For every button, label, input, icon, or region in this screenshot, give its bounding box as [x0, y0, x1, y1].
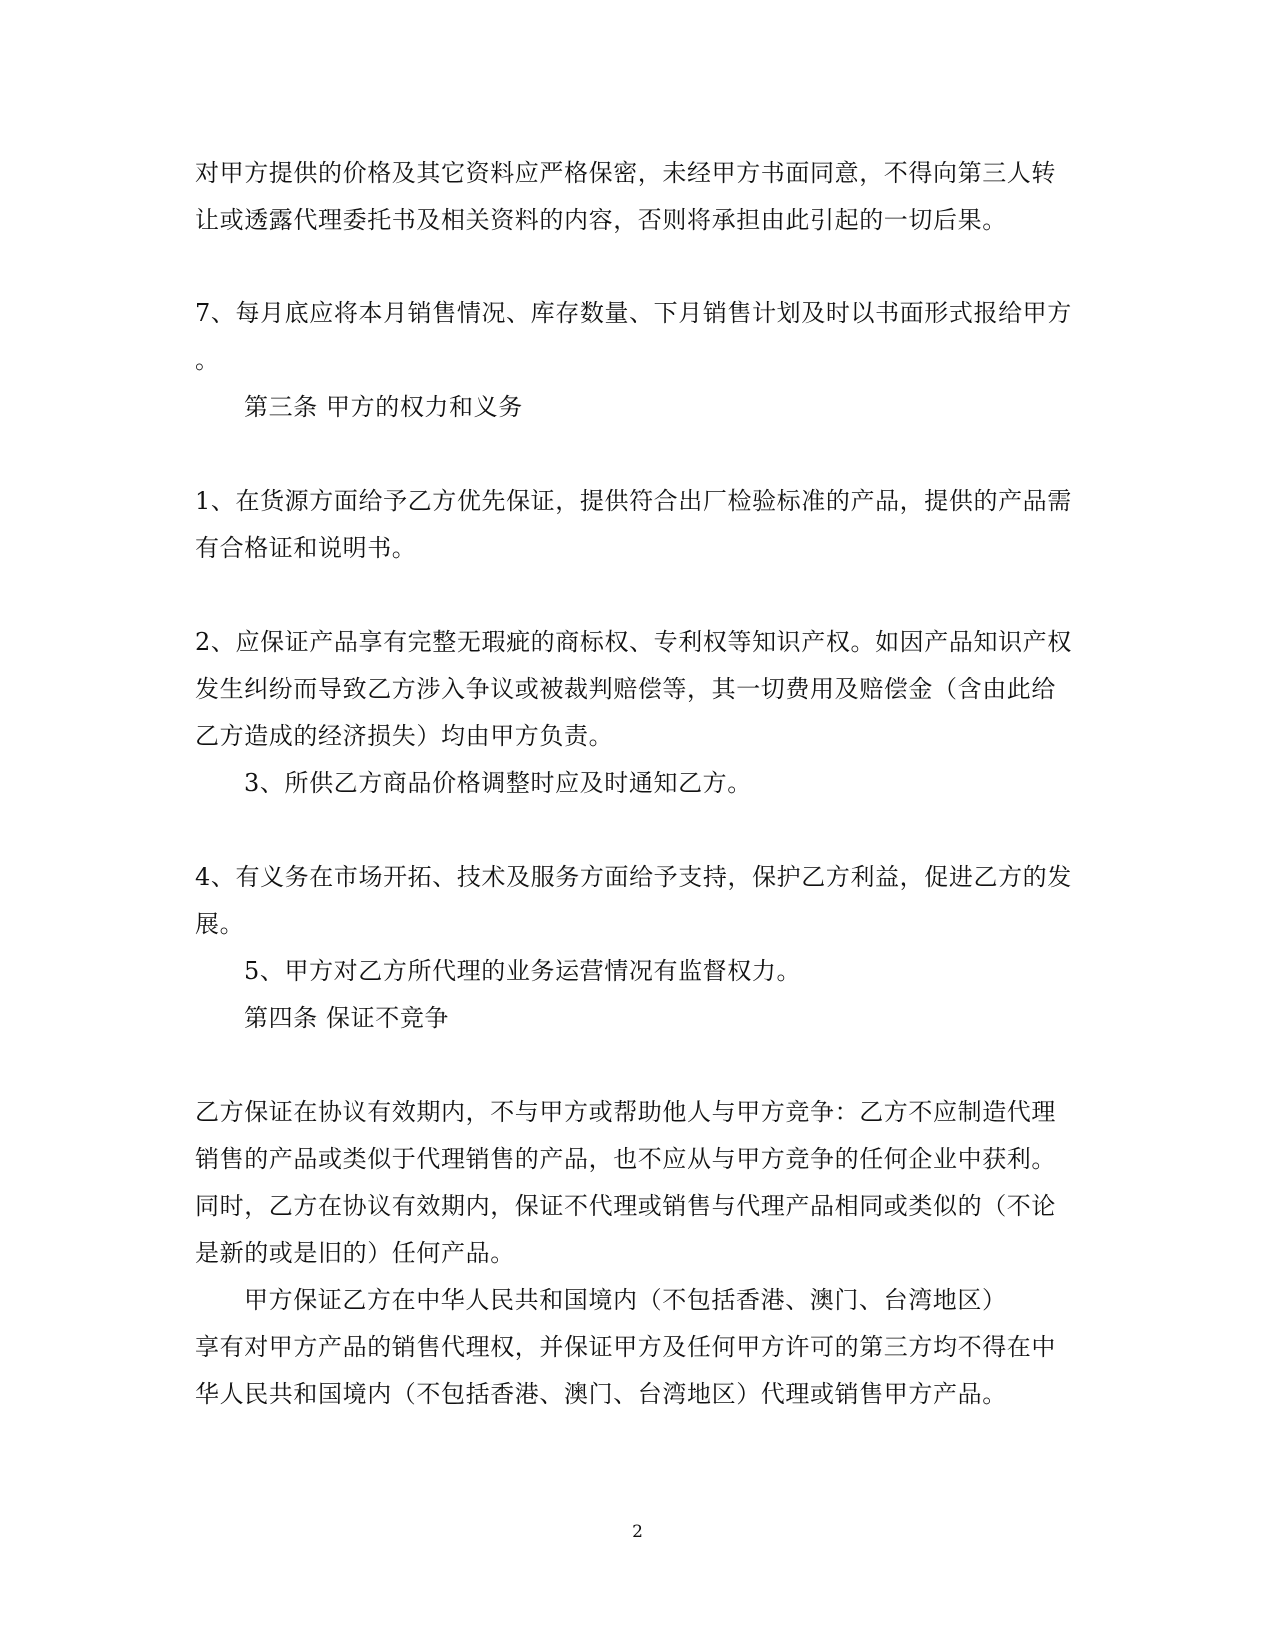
- body-text-line: 。: [195, 346, 220, 374]
- body-text-line: 乙方造成的经济损失）均由甲方负责。: [195, 722, 614, 750]
- section-heading-article-4: 第四条 保证不竞争: [244, 1004, 450, 1032]
- body-text-line: 享有对甲方产品的销售代理权，并保证甲方及任何甲方许可的第三方均不得在中: [195, 1333, 1056, 1361]
- body-text-line: 有合格证和说明书。: [195, 534, 417, 562]
- section-heading-article-3: 第三条 甲方的权力和义务: [244, 393, 523, 421]
- body-text-line: 让或透露代理委托书及相关资料的内容，否则将承担由此引起的一切后果。: [195, 206, 1007, 234]
- list-item-7: 7、每月底应将本月销售情况、库存数量、下月销售计划及时以书面形式报给甲方: [195, 299, 1072, 327]
- list-item-2: 2、应保证产品享有完整无瑕疵的商标权、专利权等知识产权。如因产品知识产权: [195, 628, 1072, 656]
- body-text-line: 乙方保证在协议有效期内，不与甲方或帮助他人与甲方竞争：乙方不应制造代理: [195, 1098, 1056, 1126]
- body-text-line: 销售的产品或类似于代理销售的产品，也不应从与甲方竞争的任何企业中获利。: [195, 1145, 1056, 1173]
- page-number: 2: [632, 1522, 643, 1542]
- body-text-line: 是新的或是旧的）任何产品。: [195, 1239, 515, 1267]
- body-text-line: 同时，乙方在协议有效期内，保证不代理或销售与代理产品相同或类似的（不论: [195, 1192, 1056, 1220]
- body-text-line: 发生纠纷而导致乙方涉入争议或被裁判赔偿等，其一切费用及赔偿金（含由此给: [195, 675, 1056, 703]
- list-item-5: 5、甲方对乙方所代理的业务运营情况有监督权力。: [244, 957, 802, 985]
- list-item-1: 1、在货源方面给予乙方优先保证，提供符合出厂检验标准的产品，提供的产品需: [195, 487, 1072, 515]
- body-text-line: 甲方保证乙方在中华人民共和国境内（不包括香港、澳门、台湾地区）: [244, 1286, 1007, 1314]
- body-text-line: 对甲方提供的价格及其它资料应严格保密，未经甲方书面同意，不得向第三人转: [195, 159, 1056, 187]
- list-item-4: 4、有义务在市场开拓、技术及服务方面给予支持，保护乙方利益，促进乙方的发: [195, 863, 1072, 891]
- body-text-line: 华人民共和国境内（不包括香港、澳门、台湾地区）代理或销售甲方产品。: [195, 1380, 1007, 1408]
- list-item-3: 3、所供乙方商品价格调整时应及时通知乙方。: [244, 769, 752, 797]
- body-text-line: 展。: [195, 910, 245, 938]
